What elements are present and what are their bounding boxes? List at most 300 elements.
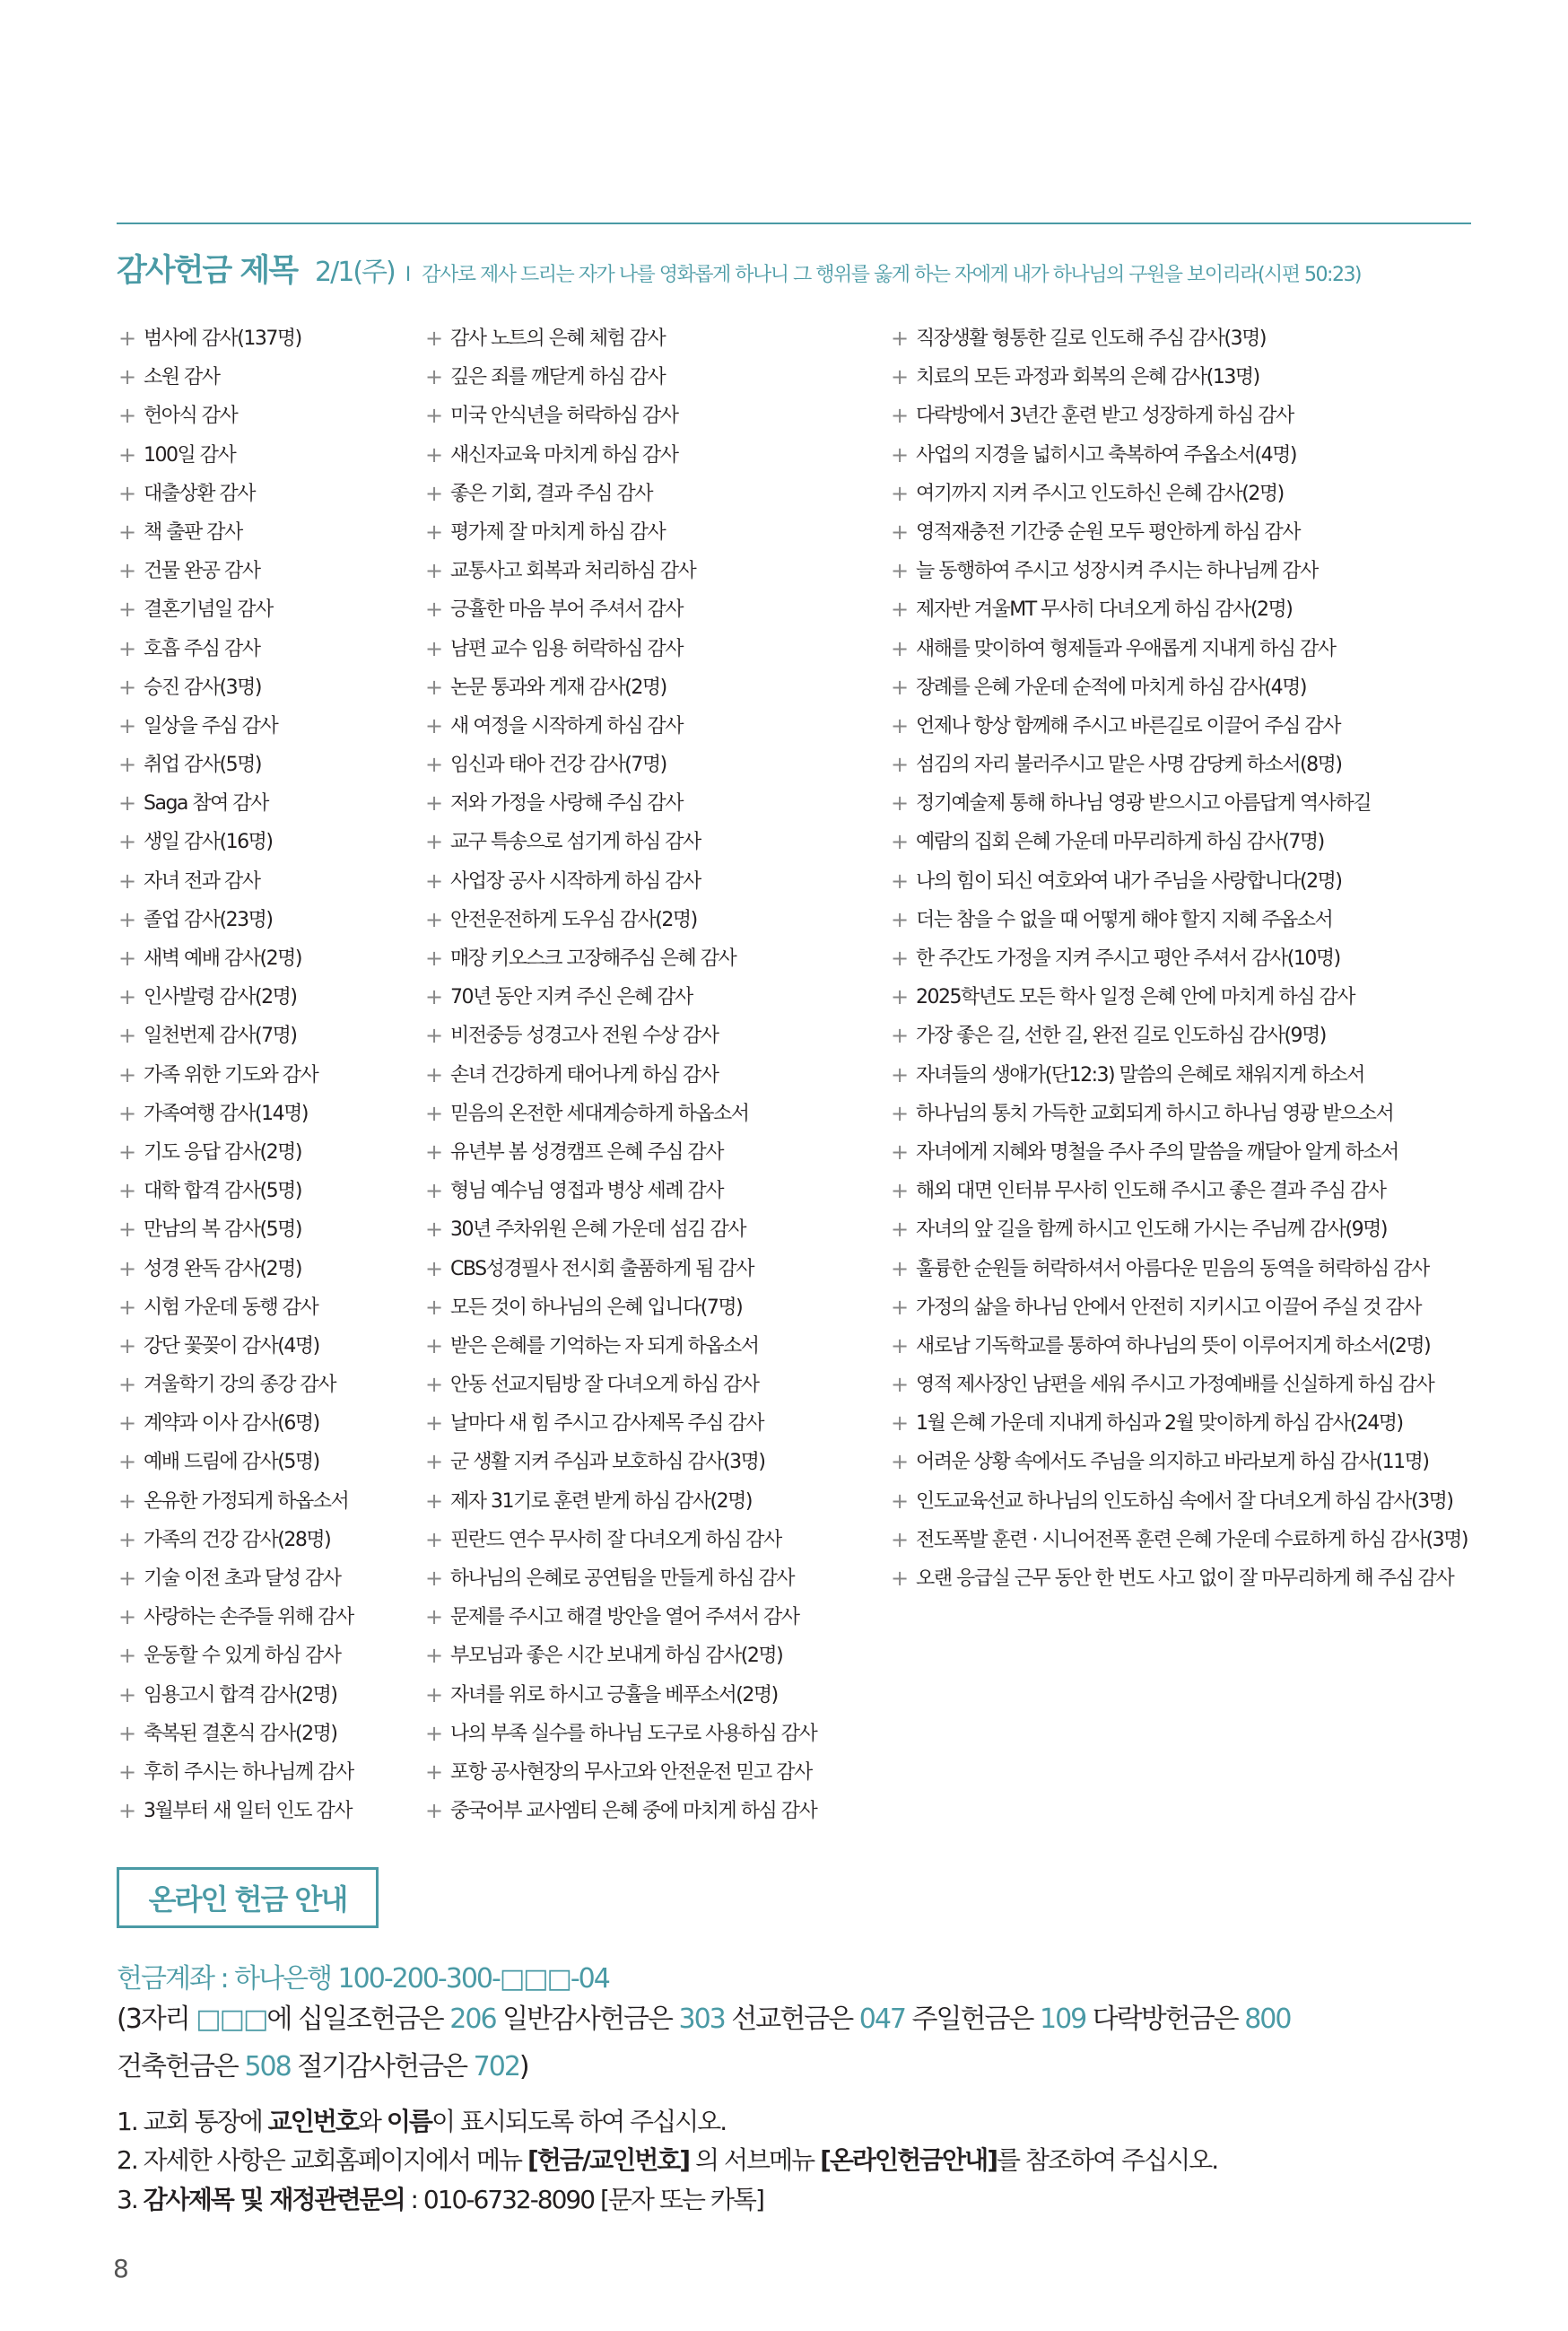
list-item [118, 630, 353, 668]
code-value: 109 [1040, 2004, 1086, 2035]
list-item [118, 901, 353, 939]
plus-icon: + [891, 1332, 908, 1358]
list-item [118, 939, 353, 978]
plus-icon: + [891, 441, 908, 467]
list-item [891, 590, 1468, 629]
list-item-text: 장례를 은혜 가운데 순적에 마치게 하심 감사(4명) [916, 676, 1306, 699]
list-item-text: 결혼기념일 감사 [144, 598, 273, 622]
list-item [891, 1288, 1468, 1327]
list-item [891, 784, 1468, 823]
plus-icon: + [118, 1372, 135, 1398]
prayer-list-column-2 [425, 319, 816, 1830]
list-item [118, 1598, 353, 1637]
list-item [118, 1133, 353, 1172]
list-item-text: 생일 감사(16명) [144, 831, 273, 854]
code-label: 다락방헌금은 [1085, 2004, 1245, 2035]
list-item [425, 1250, 816, 1288]
list-item [891, 1443, 1468, 1481]
list-item [425, 1056, 816, 1095]
list-item-text: 비전중등 성경고사 전원 수상 감사 [450, 1025, 719, 1048]
list-item [891, 939, 1468, 978]
list-item-text: 섬김의 자리 불러주시고 맡은 사명 감당케 하소서(8명) [916, 754, 1342, 777]
note-text: 3. [117, 2185, 144, 2214]
list-item [425, 1482, 816, 1521]
list-item [891, 1521, 1468, 1559]
list-item [118, 1443, 353, 1481]
list-item-text: 사랑하는 손주들 위해 감사 [144, 1606, 353, 1629]
list-item-text: 호흡 주심 감사 [144, 637, 260, 660]
list-item-text: 가족여행 감사(14명) [144, 1102, 308, 1125]
list-item [118, 1404, 353, 1443]
list-item [118, 436, 353, 475]
list-item-text: 남편 교수 임용 허락하심 감사 [450, 637, 683, 660]
plus-icon: + [118, 906, 135, 932]
list-item [118, 1366, 353, 1404]
plus-icon: + [118, 1410, 135, 1436]
list-item-text: 오랜 응급실 근무 동안 한 번도 사고 없이 잘 마무리하게 해 주심 감사 [916, 1567, 1454, 1590]
list-item-text: 운동할 수 있게 하심 감사 [144, 1645, 341, 1668]
plus-icon: + [425, 403, 442, 429]
list-item [118, 1559, 353, 1598]
list-item-text: 새해를 맞이하여 형제들과 우애롭게 지내게 하심 감사 [916, 637, 1336, 660]
plus-icon: + [118, 674, 135, 700]
bible-verse: 감사로 제사 드리는 자가 나를 영화롭게 하나니 그 행위를 옳게 하는 자에게 내가 하나님의 구원을 보이리라(시편 50:23) [422, 264, 1362, 286]
list-item-text: 70년 동안 지켜 주신 은혜 감사 [450, 986, 693, 1009]
plus-icon: + [425, 946, 442, 971]
list-item [425, 358, 816, 397]
note-text: 와 [357, 2107, 387, 2136]
list-item-text: 제자반 겨울MT 무사히 다녀오게 하심 감사(2명) [916, 598, 1293, 622]
plus-icon: + [118, 868, 135, 894]
code-value: 047 [858, 2004, 906, 2035]
list-item-text: 유년부 봄 성경캠프 은혜 주심 감사 [450, 1140, 723, 1164]
list-item [891, 1172, 1468, 1210]
list-item-text: 30년 주차위원 은혜 가운데 섬김 감사 [450, 1218, 745, 1242]
list-item-text: 계약과 이사 감사(6명) [144, 1412, 319, 1436]
plus-icon: + [891, 790, 908, 816]
list-item [891, 978, 1468, 1017]
list-item-text: 나의 힘이 되신 여호와여 내가 주님을 사랑합니다(2명) [916, 869, 1342, 893]
list-item-text: 핀란드 연수 무사히 잘 다녀오게 하심 감사 [450, 1528, 781, 1551]
online-offering-title: 온라인 헌금 안내 [117, 1867, 379, 1928]
code-label: 일반감사헌금은 [495, 2004, 679, 2035]
list-item-text: 교구 특송으로 섬기게 하심 감사 [450, 831, 701, 854]
list-item-text: 여기까지 지켜 주시고 인도하신 은혜 감사(2명) [916, 482, 1284, 505]
plus-icon: + [425, 326, 442, 351]
account-number: 헌금계좌 : 하나은행 100-200-300-□□□-04 [117, 1963, 609, 1995]
list-item-text: 언제나 항상 함께해 주시고 바른길로 이끌어 주심 감사 [916, 714, 1340, 738]
plus-icon: + [891, 1410, 908, 1436]
list-item [425, 1095, 816, 1133]
list-item [891, 746, 1468, 784]
plus-icon: + [891, 946, 908, 971]
plus-icon: + [425, 1488, 442, 1514]
plus-icon: + [425, 1604, 442, 1630]
list-item-text: 어려운 상황 속에서도 주님을 의지하고 바라보게 하심 감사(11명) [916, 1451, 1429, 1474]
plus-icon: + [425, 1798, 442, 1824]
list-item [891, 901, 1468, 939]
note-bold: 교인번호 [267, 2107, 358, 2136]
list-item-text: 사업의 지경을 넓히시고 축복하여 주옵소서(4명) [916, 443, 1296, 467]
list-item [891, 1095, 1468, 1133]
list-item [425, 1637, 816, 1675]
list-item [118, 862, 353, 901]
list-item [425, 1288, 816, 1327]
list-item [891, 1366, 1468, 1404]
list-item [425, 707, 816, 746]
plus-icon: + [118, 1023, 135, 1049]
plus-icon: + [425, 635, 442, 661]
list-item-text: 겨울학기 강의 종강 감사 [144, 1374, 336, 1397]
plus-icon: + [118, 1294, 135, 1320]
list-item-text: 일천번제 감사(7명) [144, 1025, 297, 1048]
list-item [425, 1366, 816, 1404]
list-item-text: 훌륭한 순원들 허락하셔서 아름다운 믿음의 동역을 허락하심 감사 [916, 1257, 1429, 1280]
code-value: 702 [473, 2051, 519, 2082]
list-item-text: 군 생활 지켜 주심과 보호하심 감사(3명) [450, 1451, 765, 1474]
note-text: 이 표시되도록 하여 주십시오. [431, 2107, 727, 2136]
list-item-text: 좋은 기회, 결과 주심 감사 [450, 482, 652, 505]
list-item [118, 1017, 353, 1055]
list-item [425, 668, 816, 707]
plus-icon: + [118, 364, 135, 390]
header-divider [117, 223, 1471, 224]
plus-icon: + [891, 326, 908, 351]
plus-icon: + [118, 1449, 135, 1475]
list-item-text: 형님 예수님 영접과 병상 세례 감사 [450, 1180, 723, 1203]
list-item [425, 475, 816, 513]
list-item [425, 978, 816, 1017]
list-item-text: 안동 선교지팀방 잘 다녀오게 하심 감사 [450, 1374, 759, 1397]
list-item-text: 자녀를 위로 하시고 긍휼을 베푸소서(2명) [450, 1683, 778, 1707]
list-item [425, 1559, 816, 1598]
list-item [891, 1482, 1468, 1521]
plus-icon: + [891, 868, 908, 894]
note-text: 1. 교회 통장에 [117, 2107, 268, 2136]
plus-icon: + [425, 1449, 442, 1475]
plus-icon: + [118, 1720, 135, 1746]
plus-icon: + [425, 1643, 442, 1669]
list-item-text: 안전운전하게 도우심 감사(2명) [450, 908, 697, 931]
plus-icon: + [891, 984, 908, 1010]
plus-icon: + [891, 1526, 908, 1552]
plus-icon: + [425, 1100, 442, 1126]
note-bold: 이름 [386, 2107, 431, 2136]
list-item-text: 기도 응답 감사(2명) [144, 1140, 301, 1164]
plus-icon: + [891, 752, 908, 778]
list-item-text: 매장 키오스크 고장해주심 은혜 감사 [450, 947, 736, 970]
list-item-text: 교통사고 회복과 처리하심 감사 [450, 560, 696, 583]
list-item [118, 1250, 353, 1288]
list-item [118, 1715, 353, 1753]
section-header [117, 246, 1361, 291]
list-item-text: 감사 노트의 은혜 체험 감사 [450, 327, 666, 350]
plus-icon: + [425, 1023, 442, 1049]
plus-icon: + [425, 674, 442, 700]
code-line-2 [117, 2044, 528, 2083]
plus-icon: + [118, 1488, 135, 1514]
list-item [118, 1753, 353, 1792]
plus-icon: + [891, 403, 908, 429]
plus-icon: + [425, 829, 442, 855]
list-item [425, 1210, 816, 1249]
list-item-text: 영적재충전 기간중 순원 모두 평안하게 하심 감사 [916, 520, 1301, 544]
list-item-text: 인사발령 감사(2명) [144, 986, 297, 1009]
plus-icon: + [425, 1294, 442, 1320]
note-2 [117, 2141, 1217, 2177]
list-item-text: 자녀의 앞 길을 함께 하시고 인도해 가시는 주님께 감사(9명) [916, 1218, 1387, 1242]
list-item-text: 평가제 잘 마치게 하심 감사 [450, 520, 666, 544]
list-item-text: 책 출판 감사 [144, 520, 242, 544]
plus-icon: + [891, 558, 908, 584]
list-item [118, 1095, 353, 1133]
plus-icon: + [891, 519, 908, 545]
list-item [891, 707, 1468, 746]
plus-icon: + [118, 1178, 135, 1204]
list-item-text: 제자 31기로 훈련 받게 하심 감사(2명) [450, 1489, 752, 1513]
list-item-text: 모든 것이 하나님의 은혜 입니다(7명) [450, 1296, 743, 1319]
plus-icon: + [425, 1217, 442, 1243]
code-label: 주일헌금은 [905, 2004, 1040, 2035]
plus-icon: + [118, 1217, 135, 1243]
list-item-text: 손녀 건강하게 태어나게 하심 감사 [450, 1063, 719, 1087]
plus-icon: + [425, 1372, 442, 1398]
plus-icon: + [891, 635, 908, 661]
list-item [891, 1056, 1468, 1095]
list-item [425, 1443, 816, 1481]
list-item [891, 1133, 1468, 1172]
list-item [118, 319, 353, 358]
list-item-text: 100일 감사 [144, 443, 236, 467]
list-item-text: 새로남 기독학교를 통하여 하나님의 뜻이 이루어지게 하소서(2명) [916, 1334, 1431, 1358]
plus-icon: + [118, 1643, 135, 1669]
plus-icon: + [891, 597, 908, 623]
code-end: ) [518, 2051, 528, 2082]
page-number: 8 [113, 2254, 129, 2283]
code-line-1 [117, 1996, 1290, 2036]
plus-icon: + [891, 906, 908, 932]
list-item [891, 513, 1468, 552]
list-item [118, 1521, 353, 1559]
plus-icon: + [425, 752, 442, 778]
list-item-text: 믿음의 온전한 세대계승하게 하옵소서 [450, 1102, 749, 1125]
list-item [118, 746, 353, 784]
list-item [118, 1210, 353, 1249]
plus-icon: + [425, 1566, 442, 1591]
plus-icon: + [425, 519, 442, 545]
list-item-text: 가장 좋은 길, 선한 길, 완전 길로 인도하심 감사(9명) [916, 1025, 1326, 1048]
list-item-text: 새 여정을 시작하게 하심 감사 [450, 714, 683, 738]
list-item-text: 직장생활 형통한 길로 인도해 주심 감사(3명) [916, 327, 1266, 350]
section-title: 감사헌금 제목 [117, 253, 298, 289]
list-item [118, 1172, 353, 1210]
plus-icon: + [118, 829, 135, 855]
list-item [118, 1676, 353, 1715]
list-item-text: 축복된 결혼식 감사(2명) [144, 1722, 337, 1745]
plus-icon: + [425, 868, 442, 894]
list-item-text: 다락방에서 3년간 훈련 받고 성장하게 하심 감사 [916, 405, 1294, 428]
plus-icon: + [891, 1217, 908, 1243]
plus-icon: + [425, 480, 442, 506]
code-suffix: 에 [266, 2004, 298, 2035]
list-item [425, 939, 816, 978]
list-item [425, 1598, 816, 1637]
list-item [118, 590, 353, 629]
plus-icon: + [118, 1681, 135, 1707]
list-item-text: 후히 주시는 하나님께 감사 [144, 1760, 353, 1784]
list-item [425, 1404, 816, 1443]
list-item-text: 졸업 감사(23명) [144, 908, 273, 931]
list-item-text: 더는 참을 수 없을 때 어떻게 해야 할지 지혜 주옵소서 [916, 908, 1333, 931]
list-item-text: 영적 제사장인 남편을 세워 주시고 가정예배를 신실하게 하심 감사 [916, 1374, 1434, 1397]
plus-icon: + [425, 1332, 442, 1358]
list-item-text: 새신자교육 마치게 하심 감사 [450, 443, 678, 467]
code-value: 303 [678, 2004, 725, 2035]
list-item [891, 397, 1468, 435]
list-item [118, 513, 353, 552]
note-bold: [온라인헌금안내] [820, 2145, 997, 2175]
plus-icon: + [118, 519, 135, 545]
plus-icon: + [891, 1139, 908, 1165]
plus-icon: + [425, 597, 442, 623]
list-item [425, 630, 816, 668]
list-item-text: 논문 통과와 게재 감사(2명) [450, 676, 666, 699]
plus-icon: + [118, 712, 135, 738]
list-item [891, 358, 1468, 397]
list-item-text: 깊은 죄를 깨닫게 하심 감사 [450, 366, 666, 389]
list-item-text: 헌아식 감사 [144, 405, 238, 428]
code-label: 건축헌금은 [117, 2051, 245, 2082]
list-item [891, 1210, 1468, 1249]
list-item [425, 1715, 816, 1753]
plus-icon: + [118, 441, 135, 467]
plus-icon: + [425, 1759, 442, 1785]
plus-icon: + [118, 326, 135, 351]
plus-icon: + [425, 1410, 442, 1436]
list-item [118, 475, 353, 513]
list-item [425, 1133, 816, 1172]
code-value: 800 [1244, 2004, 1291, 2035]
list-item-text: 한 주간도 가정을 지켜 주시고 평안 주셔서 감사(10명) [916, 947, 1340, 970]
list-item-text: 긍휼한 마음 부어 주셔서 감사 [450, 598, 683, 622]
list-item [891, 668, 1468, 707]
plus-icon: + [118, 1526, 135, 1552]
list-item [425, 823, 816, 861]
plus-icon: + [118, 1566, 135, 1591]
plus-icon: + [425, 1526, 442, 1552]
list-item [118, 668, 353, 707]
list-item-text: 부모님과 좋은 시간 보내게 하심 감사(2명) [450, 1645, 783, 1668]
list-item [425, 901, 816, 939]
plus-icon: + [118, 1332, 135, 1358]
list-item-text: 1월 은혜 가운데 지내게 하심과 2월 맞이하게 하심 감사(24명) [916, 1412, 1403, 1436]
list-item [891, 1559, 1468, 1598]
list-item-text: 날마다 새 힘 주시고 감사제목 주심 감사 [450, 1412, 763, 1436]
list-item-text: 새벽 예배 감사(2명) [144, 947, 301, 970]
list-item [425, 862, 816, 901]
list-item [118, 978, 353, 1017]
code-boxes: □□□ [196, 2004, 267, 2035]
note-text: 를 참조하여 주십시오. [997, 2145, 1218, 2175]
list-item-text: 자녀 전과 감사 [144, 869, 260, 893]
plus-icon: + [118, 1798, 135, 1824]
list-item-text: 가족 위한 기도와 감사 [144, 1063, 318, 1087]
plus-icon: + [118, 984, 135, 1010]
list-item-text: 해외 대면 인터뷰 무사히 인도해 주시고 좋은 결과 주심 감사 [916, 1180, 1386, 1203]
list-item-text: 치료의 모든 과정과 회복의 은혜 감사(13명) [916, 366, 1259, 389]
list-item [118, 397, 353, 435]
list-item-text: 인도교육선교 하나님의 인도하심 속에서 잘 다녀오게 하심 감사(3명) [916, 1489, 1453, 1513]
list-item-text: 만남의 복 감사(5명) [144, 1218, 301, 1242]
prayer-list-column-3 [891, 319, 1468, 1598]
list-item-text: 받은 은혜를 기억하는 자 되게 하옵소서 [450, 1334, 759, 1358]
note-text: 의 서브메뉴 [689, 2145, 821, 2175]
list-item-text: 가족의 건강 감사(28명) [144, 1528, 331, 1551]
list-item [891, 1017, 1468, 1055]
list-item-text: 문제를 주시고 해결 방안을 열어 주셔서 감사 [450, 1606, 799, 1629]
code-value: 206 [449, 2004, 496, 2035]
list-item-text: 대학 합격 감사(5명) [144, 1180, 301, 1203]
list-item-text: 온유한 가정되게 하옵소서 [144, 1489, 349, 1513]
list-item [118, 1288, 353, 1327]
list-item [425, 1676, 816, 1715]
plus-icon: + [891, 1449, 908, 1475]
list-item [425, 1792, 816, 1830]
plus-icon: + [891, 480, 908, 506]
code-label: 선교헌금은 [724, 2004, 859, 2035]
list-item [891, 1327, 1468, 1366]
list-item [425, 319, 816, 358]
list-item-text: 전도폭발 훈련 · 시니어전폭 훈련 은혜 가운데 수료하게 하심 감사(3명) [916, 1528, 1468, 1551]
list-item-text: 임용고시 합격 감사(2명) [144, 1683, 337, 1707]
plus-icon: + [891, 674, 908, 700]
list-item [118, 358, 353, 397]
plus-icon: + [118, 1061, 135, 1087]
list-item [425, 1017, 816, 1055]
note-3 [117, 2180, 763, 2216]
list-item-text: 하나님의 통치 가득한 교회되게 하시고 하나님 영광 받으소서 [916, 1102, 1394, 1125]
plus-icon: + [425, 1681, 442, 1707]
list-item [425, 1521, 816, 1559]
plus-icon: + [118, 790, 135, 816]
plus-icon: + [118, 597, 135, 623]
list-item [425, 552, 816, 590]
prayer-list-column-1 [118, 319, 353, 1830]
plus-icon: + [118, 1604, 135, 1630]
list-item [891, 436, 1468, 475]
plus-icon: + [891, 1100, 908, 1126]
plus-icon: + [118, 635, 135, 661]
list-item [425, 1172, 816, 1210]
note-text: 2. 자세한 사항은 교회홈페이지에서 메뉴 [117, 2145, 527, 2175]
list-item-text: 소원 감사 [144, 366, 220, 389]
list-item [891, 1250, 1468, 1288]
list-item-text: 승진 감사(3명) [144, 676, 261, 699]
plus-icon: + [425, 441, 442, 467]
list-item-text: 사업장 공사 시작하게 하심 감사 [450, 869, 701, 893]
plus-icon: + [891, 1488, 908, 1514]
list-item [118, 707, 353, 746]
list-item [891, 630, 1468, 668]
list-item [118, 784, 353, 823]
list-item-text: 미국 안식년을 허락하심 감사 [450, 405, 678, 428]
section-date: 2/1(주) [315, 257, 395, 288]
plus-icon: + [118, 1100, 135, 1126]
plus-icon: + [891, 1372, 908, 1398]
plus-icon: + [118, 1759, 135, 1785]
code-label: 십일조헌금은 [297, 2004, 450, 2035]
header-separator: I [405, 264, 412, 286]
